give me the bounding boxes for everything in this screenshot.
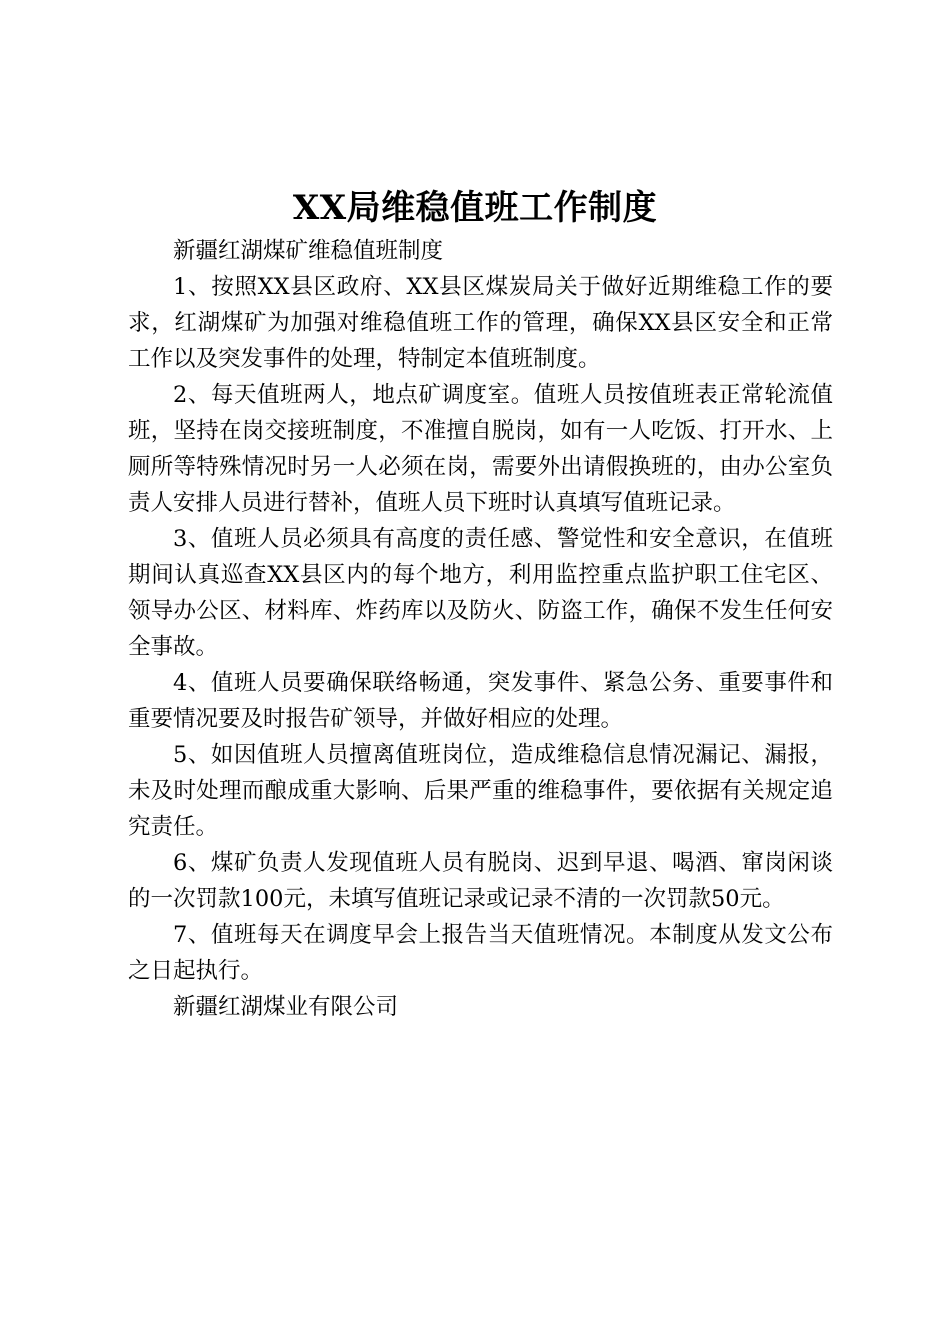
paragraph-6: 6、煤矿负责人发现值班人员有脱岗、迟到早退、喝酒、窜岗闲谈的一次罚款100元，未填写值班记录或记录不清的一次罚款50元。 (128, 850, 833, 912)
document-subtitle: 新疆红湖煤矿维稳值班制度 (173, 238, 444, 264)
paragraph-1: 1、按照XX县区政府、XX县区煤炭局关于做好近期维稳工作的要求，红湖煤矿为加强对维稳值班工作的管理，确保XX县区安全和正常工作以及突发事件的处理，特制定本值班制度。 (128, 274, 833, 372)
document-title: XX局维稳值班工作制度 (292, 188, 658, 228)
paragraph-3: 3、值班人员必须具有高度的责任感、警觉性和安全意识，在值班期间认真巡查XX县区内的每个地方，利用监控重点监护职工住宅区、领导办公区、材料库、炸药库以及防火、防盗工作，确保不发生任何安全事故。 (128, 526, 833, 660)
paragraph-5: 5、如因值班人员擅离值班岗位，造成维稳信息情况漏记、漏报，未及时处理而酿成重大影响、后果严重的维稳事件，要依据有关规定追究责任。 (128, 742, 833, 840)
paragraph-2: 2、每天值班两人，地点矿调度室。值班人员按值班表正常轮流值班，坚持在岗交接班制度，不准擅自脱岗，如有一人吃饭、打开水、上厕所等特殊情况时另一人必须在岗，需要外出请假换班的，由办公室负责人安排人员进行替补，值班人员下班时认真填写值班记录。 (128, 382, 833, 516)
document-signature: 新疆红湖煤业有限公司 (173, 994, 399, 1020)
paragraph-4: 4、值班人员要确保联络畅通，突发事件、紧急公务、重要事件和重要情况要及时报告矿领导，并做好相应的处理。 (128, 670, 833, 732)
paragraph-7: 7、值班每天在调度早会上报告当天值班情况。本制度从发文公布之日起执行。 (128, 922, 833, 984)
document-body (128, 233, 833, 1025)
